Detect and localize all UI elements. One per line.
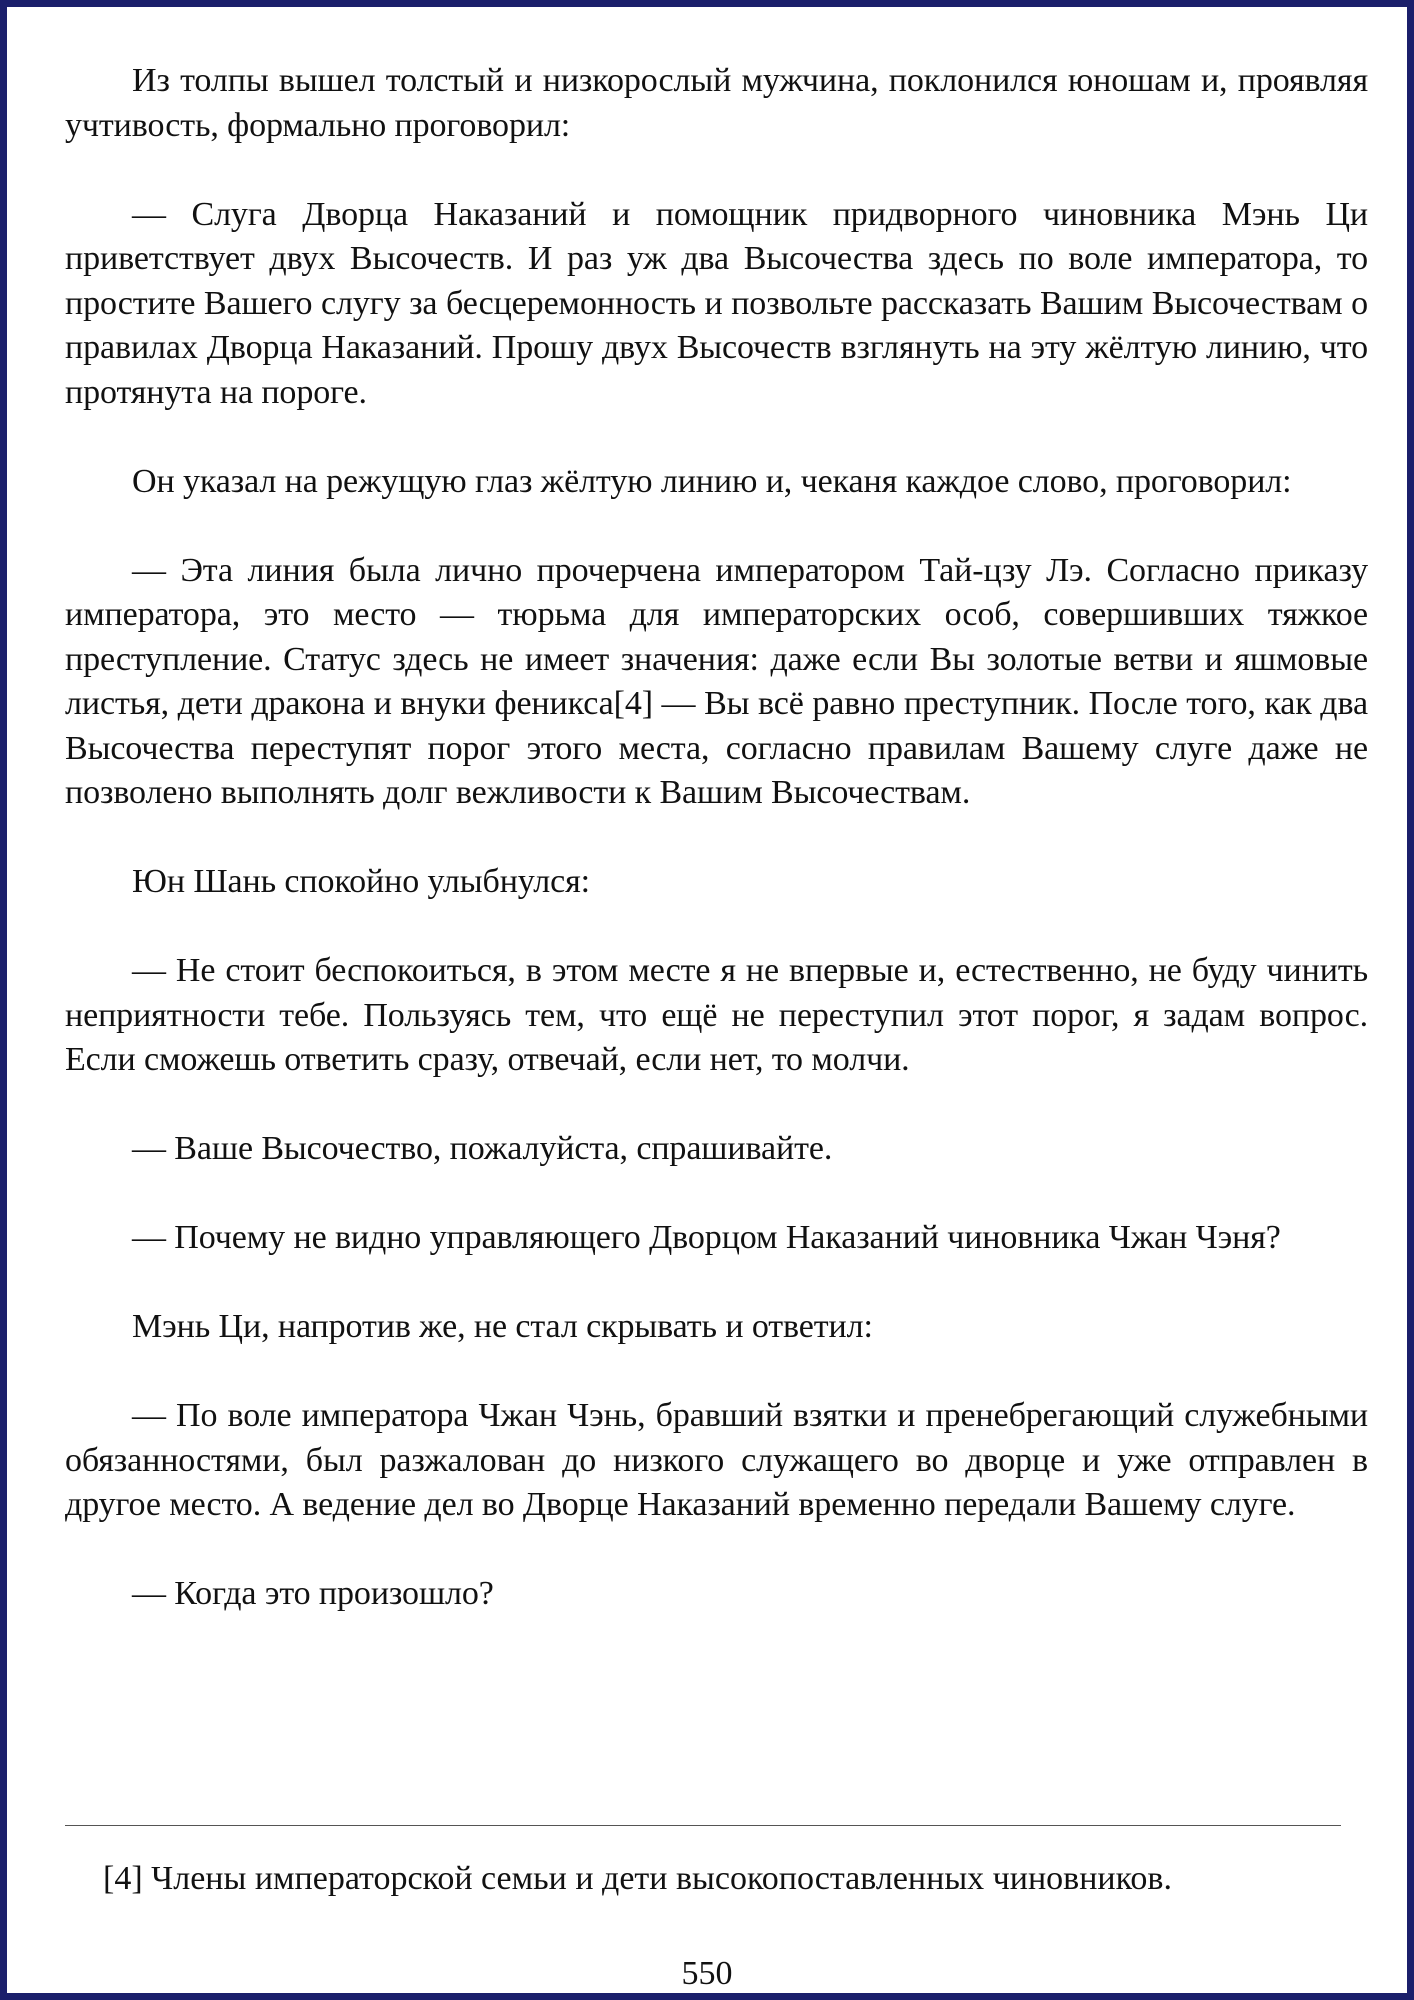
paragraph-8: — Почему не видно управляющего Дворцом Наказаний чиновника Чжан Чэня?: [132, 1219, 1281, 1256]
paragraph-4: — Эта линия была лично прочерчена императором Тай-цзу Лэ. Согласно приказу императора, это место — тюрьма для императорских особ, совершивших тяжкое преступление. Статус здесь не имеет значения: даже если Вы золотые ветви и яшмовые листья, дети дракона и внуки феникса[4] — Вы всё равно преступник. После того, как два Высочества переступят порог этого места, согласно правилам Вашему слуге даже не позволено выполнять долг вежливости к Вашим Высочествам.: [65, 551, 1368, 811]
paragraph-2: — Слуга Дворца Наказаний и помощник придворного чиновника Мэнь Ци приветствует двух Высочеств. И раз уж два Высочества здесь по воле императора, то простите Вашего слугу за бесцеремонность и позвольте рассказать Вашим Высочествам о правилах Дворца Наказаний. Прошу двух Высочеств взглянуть на эту жёлтую линию, что протянута на пороге.: [65, 195, 1368, 411]
page-number: 550: [681, 1955, 733, 1992]
paragraph-1: Из толпы вышел толстый и низкорослый мужчина, поклонился юношам и, проявляя учтивость, формально проговорил:: [65, 62, 1368, 144]
paragraph-9: Мэнь Ци, напротив же, не стал скрывать и ответил:: [132, 1308, 873, 1345]
page-body: [65, 59, 1368, 1617]
paragraph-10: — По воле императора Чжан Чэнь, бравший взятки и пренебрегающий служебными обязанностями, был разжалован до низкого служащего во дворце и уже отправлен в другое место. А ведение дел во Дворце Наказаний временно передали Вашему слуге.: [65, 1397, 1368, 1523]
paragraph-11: — Когда это произошло?: [132, 1575, 494, 1612]
paragraph-7: — Ваше Высочество, пожалуйста, спрашивайте.: [132, 1130, 833, 1167]
footnote: [4] Члены императорской семьи и дети высокопоставленных чиновников.: [103, 1860, 1172, 1897]
paragraph-5: Юн Шань спокойно улыбнулся:: [132, 863, 590, 900]
paragraph-3: Он указал на режущую глаз жёлтую линию и, чеканя каждое слово, проговорил:: [132, 462, 1292, 500]
paragraph-6: — Не стоит беспокоиться, в этом месте я не впервые и, естественно, не буду чинить неприятности тебе. Пользуясь тем, что ещё не переступил этот порог, я задам вопрос. Если сможешь ответить сразу, отвечай, если нет, то молчи.: [65, 952, 1368, 1078]
footnote-divider: [65, 1825, 1341, 1826]
